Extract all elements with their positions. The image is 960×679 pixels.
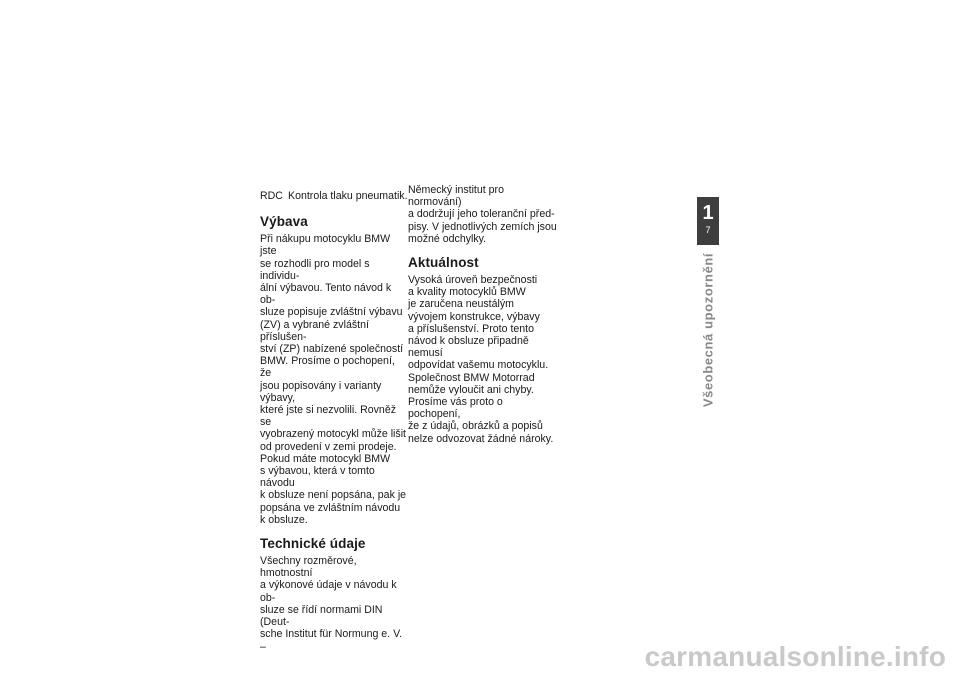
heading-vybava: Výbava <box>260 214 308 230</box>
chapter-title-vertical: Všeobecná upozornění <box>700 252 716 408</box>
paragraph-continuation: Německý institut pro normování) a dodržují jeho toleranční před- pisy. V jednotlivých zemích jsou možné odchylky. <box>408 184 557 245</box>
abbreviation-value: Kontrola tlaku pneumatik. <box>288 190 408 202</box>
chapter-tab <box>697 197 719 245</box>
paragraph-aktualnost: Vysoká úroveň bezpečnosti a kvality motocyklů BMW je zaručena neustálým vývojem konstrukce, výbavy a příslušenství. Proto tento návod k obsluze připadně nemusí odpovídat vašemu motocyklu. Společnost BMW Motorrad nemůže vyloučit ani chyby. Prosíme vás proto o pochopení, že z údajů, obrázků a popisů nelze odvozovat žádné nároky. <box>408 274 554 445</box>
watermark: carmanualsonline.info <box>644 641 946 672</box>
paragraph-technicke-udaje: Všechny rozměrové, hmotnostní a výkonové údaje v návodu k ob- sluze se řídí normami DIN (Deut- sche Institut für Normung e. V. – <box>260 555 403 653</box>
heading-aktualnost: Aktuálnost <box>408 255 479 271</box>
chapter-number: 1 <box>702 202 714 224</box>
left-column <box>260 190 408 663</box>
right-column <box>408 184 558 455</box>
heading-technicke-udaje: Technické údaje <box>260 536 366 552</box>
page-number: 7 <box>705 225 711 235</box>
abbreviation-row <box>260 190 408 202</box>
abbreviation-key: RDC <box>260 190 283 202</box>
paragraph-vybava: Při nákupu motocyklu BMW jste se rozhodli pro model s individu- ální výbavou. Tento návod k ob- sluze popisuje zvláštní výbavu (ZV) a vybrané zvláštní příslušen- ství (ZP) nabízené společností BMW. Prosíme o pochopení, že jsou popisovány i varianty výbavy, které jste si nezvolili. Rovněž se vyobrazený motocykl může lišit od provedení v zemi prodeje. Pokud máte motocykl BMW s výbavou, která v tomto návodu k obsluze není popsána, pak je popsána ve zvláštním návodu k obsluze. <box>260 233 407 526</box>
